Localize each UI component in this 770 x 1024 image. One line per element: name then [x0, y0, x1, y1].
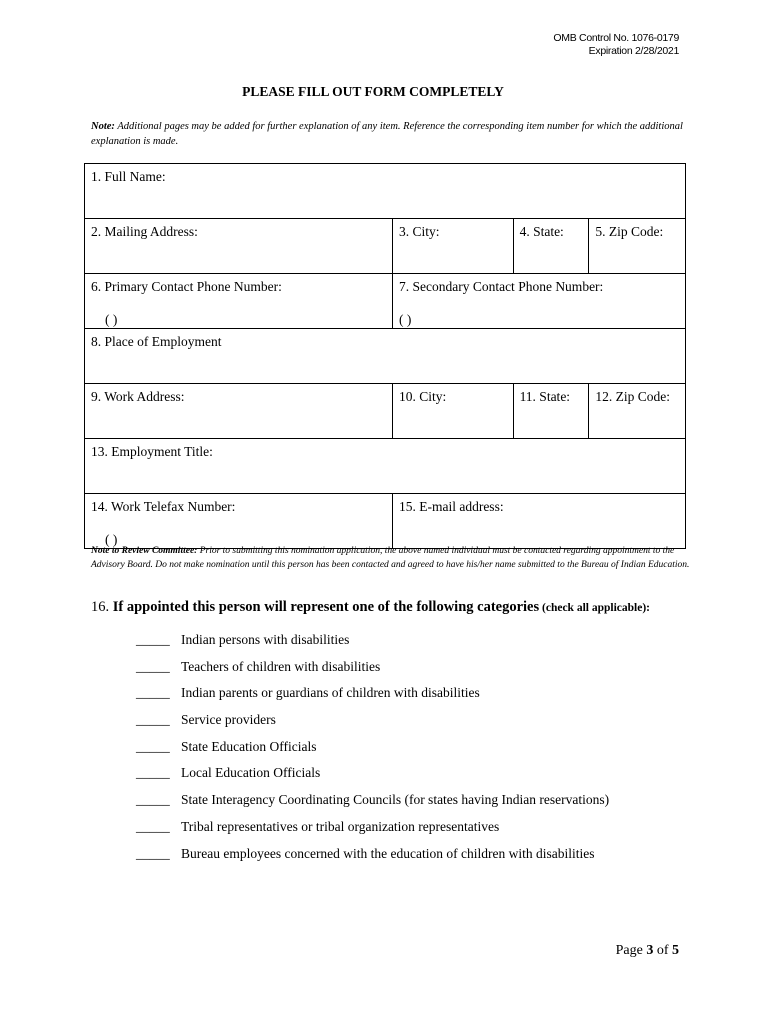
- note-text: Additional pages may be added for further explanation of any item. Reference the corresponding item number for which the additional explanation is made.: [91, 121, 683, 147]
- category-item: [136, 685, 609, 712]
- work-telefax-label: 14. Work Telefax Number:: [91, 499, 236, 514]
- question-16: [91, 598, 691, 617]
- review-committee-note: [91, 545, 691, 572]
- work-telefax-field[interactable]: [85, 494, 392, 548]
- work-address-label: 9. Work Address:: [91, 389, 185, 404]
- category-checkbox-blank[interactable]: _____: [136, 845, 170, 861]
- category-checkbox-blank[interactable]: _____: [136, 765, 170, 781]
- page-of: of: [653, 943, 672, 958]
- question-16-text: If appointed this person will represent one of the following categories: [112, 599, 540, 615]
- employment-title-label: 13. Employment Title:: [91, 444, 213, 459]
- work-zip-label: 12. Zip Code:: [595, 389, 670, 404]
- note-label: Note:: [91, 121, 115, 132]
- category-item: [136, 819, 609, 846]
- work-state-label: 11. State:: [519, 389, 571, 404]
- mailing-address-label: 2. Mailing Address:: [91, 224, 198, 239]
- category-checkbox-blank[interactable]: _____: [136, 818, 170, 834]
- secondary-phone-area-code: ( ): [398, 312, 412, 327]
- category-label: Local Education Officials: [181, 765, 321, 781]
- omb-header: [553, 32, 679, 58]
- question-16-number: 16.: [91, 599, 113, 615]
- form-row-3: [84, 274, 686, 329]
- category-checkbox-blank[interactable]: _____: [136, 632, 170, 647]
- city-field[interactable]: [392, 219, 513, 273]
- form-row-7: [84, 494, 686, 549]
- expiration-date: Expiration 2/28/2021: [588, 45, 679, 57]
- work-zip-field[interactable]: [588, 384, 685, 438]
- review-note-label: Note to Review Committee:: [91, 546, 198, 556]
- secondary-phone-field[interactable]: [392, 274, 685, 328]
- note: [91, 119, 691, 149]
- category-list: [136, 632, 609, 872]
- category-checkbox-blank[interactable]: _____: [136, 685, 170, 701]
- primary-phone-area-code: ( ): [105, 312, 118, 327]
- work-state-field[interactable]: [513, 384, 589, 438]
- state-label: 4. State:: [519, 224, 564, 239]
- page-total: 5: [672, 943, 679, 958]
- category-item: [136, 712, 609, 739]
- email-field[interactable]: [392, 494, 685, 548]
- work-city-field[interactable]: [392, 384, 513, 438]
- category-label: State Education Officials: [181, 738, 317, 754]
- category-item: [136, 659, 609, 686]
- full-name-label: 1. Full Name:: [91, 169, 166, 184]
- zip-field[interactable]: [588, 219, 685, 273]
- category-label: Bureau employees concerned with the education of children with disabilities: [181, 845, 595, 861]
- category-item: [136, 792, 609, 819]
- page-number: [616, 943, 679, 959]
- page-current: 3: [646, 943, 654, 958]
- category-item: [136, 632, 609, 659]
- secondary-phone-label: 7. Secondary Contact Phone Number:: [398, 279, 604, 294]
- category-checkbox-blank[interactable]: _____: [136, 792, 170, 808]
- category-label: Indian persons with disabilities: [181, 632, 350, 647]
- category-item: [136, 765, 609, 792]
- place-of-employment-field[interactable]: [85, 329, 685, 383]
- work-telefax-area-code: ( ): [105, 532, 118, 547]
- employment-title-field[interactable]: [85, 439, 685, 493]
- review-note-text: Prior to submitting this nomination application, the above named individual must be contacted regarding appointment to the Advisory Board. Do not make nomination until this person has been contacted and agreed to have his/her name submitted to the Bureau of Indian Education.: [91, 546, 690, 570]
- email-label: 15. E-mail address:: [398, 499, 504, 514]
- category-label: Indian parents or guardians of children with disabilities: [181, 685, 480, 701]
- work-address-field[interactable]: [85, 384, 392, 438]
- nomination-form: [84, 163, 686, 549]
- page-prefix: Page: [615, 943, 647, 958]
- category-checkbox-blank[interactable]: _____: [136, 712, 170, 728]
- form-row-2: [84, 219, 686, 274]
- category-label: Tribal representatives or tribal organization representatives: [181, 818, 500, 834]
- city-label: 3. City:: [398, 224, 440, 239]
- form-title: PLEASE FILL OUT FORM COMPLETELY: [242, 84, 504, 99]
- category-checkbox-blank[interactable]: _____: [136, 738, 170, 754]
- primary-phone-label: 6. Primary Contact Phone Number:: [91, 279, 282, 294]
- zip-label: 5. Zip Code:: [595, 224, 664, 239]
- omb-control-number: OMB Control No. 1076-0179: [553, 32, 679, 44]
- form-row-6: [84, 439, 686, 494]
- mailing-address-field[interactable]: [85, 219, 392, 273]
- category-checkbox-blank[interactable]: _____: [136, 658, 170, 674]
- state-field[interactable]: [513, 219, 589, 273]
- category-item: [136, 739, 609, 766]
- form-row-5: [84, 384, 686, 439]
- form-row-1: [84, 163, 686, 219]
- form-row-4: [84, 329, 686, 384]
- place-of-employment-label: 8. Place of Employment: [91, 334, 222, 349]
- question-16-suffix: (check all applicable):: [539, 602, 650, 614]
- category-label: Teachers of children with disabilities: [181, 658, 381, 674]
- full-name-field[interactable]: [85, 164, 685, 218]
- category-label: State Interagency Coordinating Councils (for states having Indian reservations): [181, 792, 610, 808]
- category-item: [136, 846, 609, 873]
- work-city-label: 10. City:: [398, 389, 447, 404]
- category-label: Service providers: [181, 712, 276, 728]
- primary-phone-field[interactable]: [85, 274, 392, 328]
